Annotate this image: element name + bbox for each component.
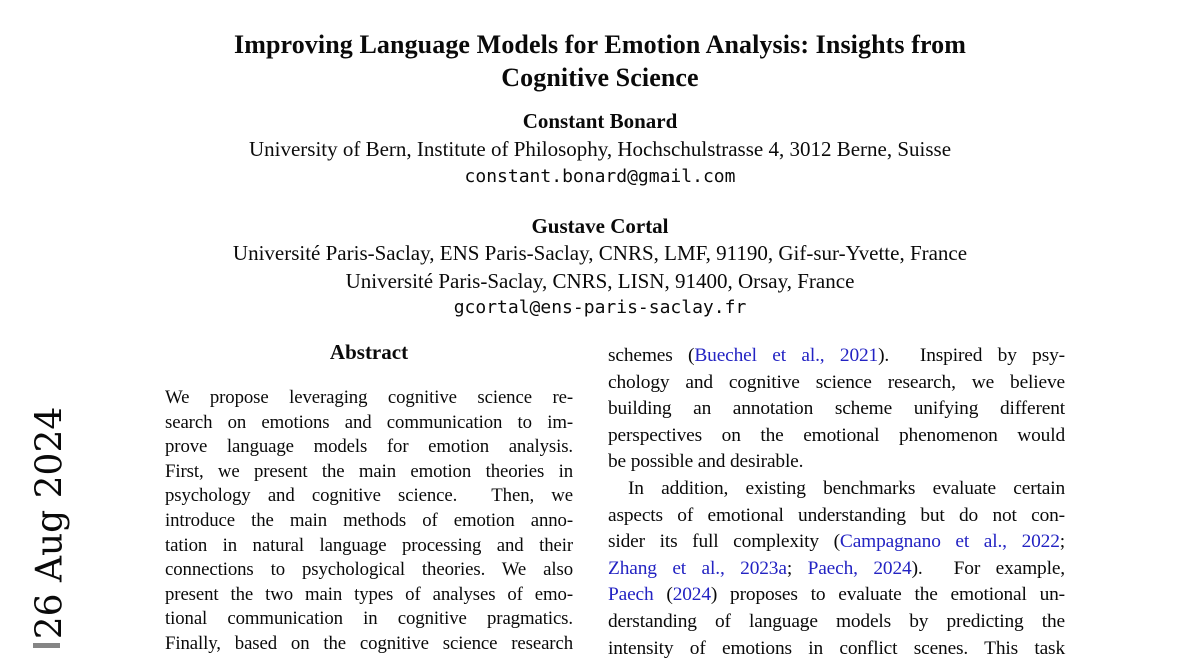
author-email-bonard: constant.bonard@gmail.com (464, 166, 736, 187)
citation-link[interactable]: Paech (608, 584, 654, 606)
text-segment: First, we present the main emotion theories in (165, 460, 573, 482)
text-line (165, 484, 573, 509)
text-line (608, 343, 1065, 370)
text-segment: intensity of emotions in conflict scenes. This task (608, 637, 1065, 659)
text-segment: ; (1059, 531, 1065, 553)
text-segment: tional communication in cognitive pragmatics. (165, 608, 573, 630)
text-segment: present the two main types of analyses of emo- (165, 583, 573, 605)
text-line (165, 558, 573, 583)
citation-link[interactable]: Zhang et al., 2023a (608, 557, 787, 579)
paper-title-line-2: Cognitive Science (501, 63, 699, 92)
text-line (608, 582, 1065, 609)
citation-link[interactable]: Buechel et al., 2021 (694, 345, 879, 366)
text-segment: introduce the main methods of emotion anno- (165, 509, 573, 531)
author-name-cortal: Gustave Cortal (531, 214, 669, 238)
text-segment: tation in natural language processing and their (165, 534, 573, 556)
author-affiliation-cortal-1: Université Paris-Saclay, ENS Paris-Saclay, CNRS, LMF, 91190, Gif-sur-Yvette, France (232, 241, 968, 265)
intro-right-column (608, 343, 1065, 662)
text-segment: prove language models for emotion analysis. (165, 436, 573, 458)
text-segment: connections to psychological theories. We also (165, 559, 573, 581)
text-segment: chology and cognitive science research, we believe (608, 371, 1065, 393)
text-line (165, 435, 573, 460)
author-affiliation-cortal-2: Université Paris-Saclay, CNRS, LISN, 91400, Orsay, France (345, 269, 855, 293)
text-line (608, 396, 1065, 423)
text-segment: perspectives on the emotional phenomenon would (608, 424, 1065, 446)
abstract-heading: Abstract (329, 340, 409, 364)
text-line (165, 386, 573, 411)
author-name-bonard: Constant Bonard (522, 109, 678, 133)
text-segment: schemes ( (608, 345, 695, 366)
author-email-cortal: gcortal@ens-paris-saclay.fr (453, 297, 747, 318)
text-segment: building an annotation scheme unifying different (608, 398, 1065, 420)
text-line (608, 476, 1065, 503)
text-segment: aspects of emotional understanding but do not con- (608, 504, 1065, 526)
text-line (608, 423, 1065, 450)
text-segment: ). Inspired by psy- (878, 345, 1065, 366)
text-line (165, 509, 573, 534)
text-line (608, 529, 1065, 556)
text-line (165, 534, 573, 559)
text-segment: ( (653, 584, 673, 606)
text-line (165, 583, 573, 608)
text-line (608, 556, 1065, 583)
citation-link[interactable]: Campagnano et al., 2022 (839, 531, 1060, 553)
arxiv-watermark-clipped (33, 643, 60, 648)
citation-link[interactable]: 2024 (672, 584, 711, 606)
text-segment: ) proposes to evaluate the emotional un- (710, 584, 1065, 606)
citation-link[interactable]: Paech, 2024 (807, 557, 912, 579)
text-segment: search on emotions and communication to im- (165, 411, 573, 433)
text-segment: In addition, existing benchmarks evaluate certain (628, 477, 1065, 499)
text-line (608, 503, 1065, 530)
arxiv-date-watermark: 26 Aug 2024 (29, 406, 71, 640)
abstract-column (165, 386, 573, 657)
text-segment: be possible and desirable. (608, 451, 804, 473)
text-segment: derstanding of language models by predicting the (608, 610, 1065, 632)
text-line (165, 460, 573, 485)
text-line (165, 607, 573, 632)
text-line (608, 636, 1065, 662)
text-segment: ). For example, (911, 557, 1065, 579)
text-line (608, 609, 1065, 636)
text-line (608, 370, 1065, 397)
text-segment: psychology and cognitive science. Then, we (165, 485, 573, 507)
text-line (608, 449, 1065, 476)
paper-title-line-1: Improving Language Models for Emotion Analysis: Insights from (233, 30, 967, 59)
author-affiliation-bonard: University of Bern, Institute of Philosophy, Hochschulstrasse 4, 3012 Berne, Suisse (248, 137, 952, 161)
text-segment: sider its full complexity ( (608, 531, 840, 553)
text-segment: Finally, based on the cognitive science research (165, 632, 573, 654)
text-line (165, 632, 573, 657)
text-segment: We propose leveraging cognitive science re- (165, 387, 573, 408)
text-segment: ; (786, 557, 808, 579)
text-line (165, 411, 573, 436)
